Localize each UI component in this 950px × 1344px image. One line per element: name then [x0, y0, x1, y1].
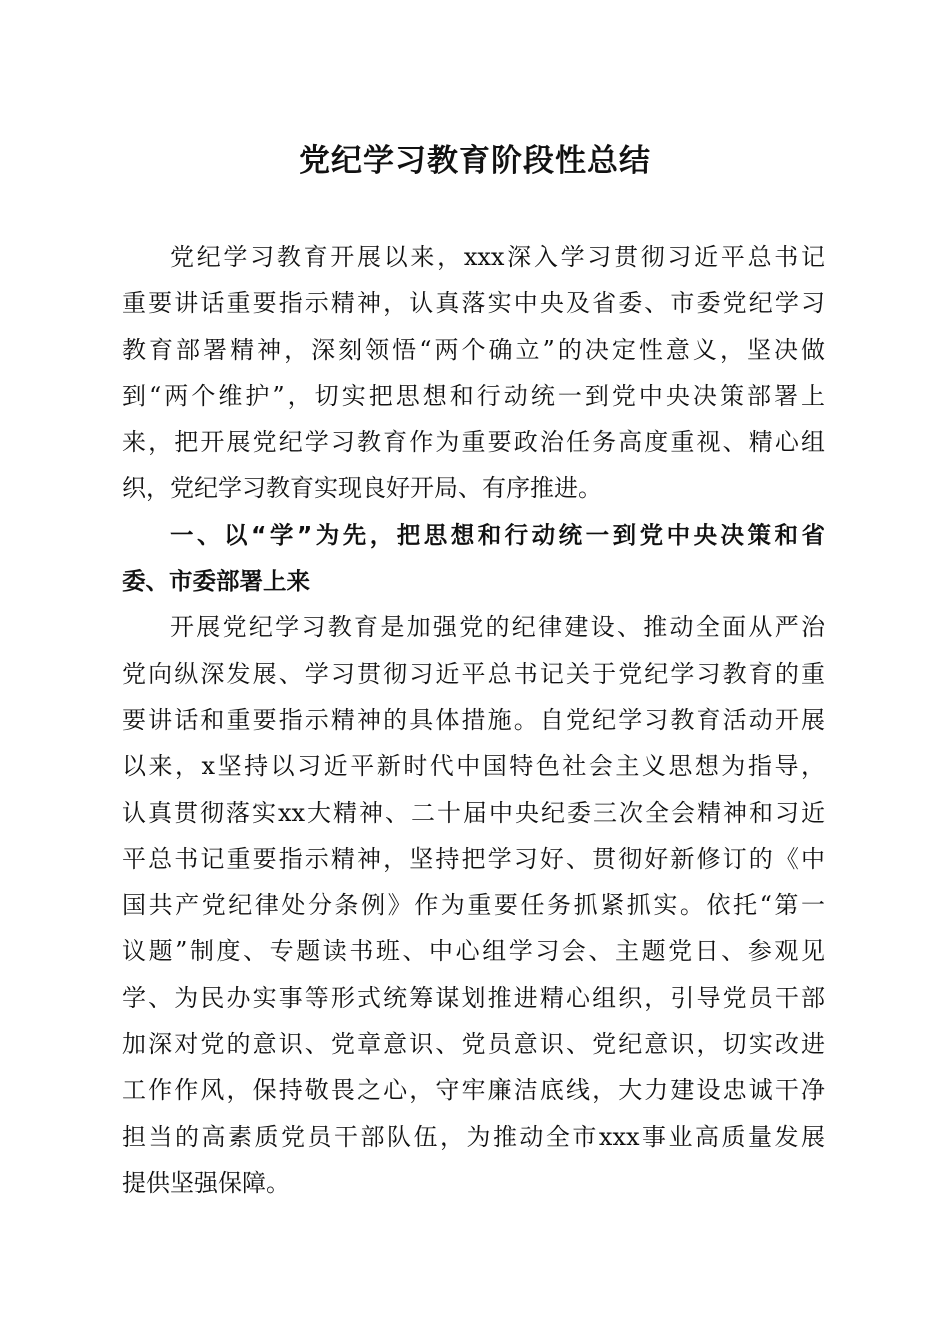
paragraph-line: 工作作风，保持敬畏之心，守牢廉洁底线，大力建设忠诚干净: [122, 1076, 825, 1105]
paragraph-line: 开展党纪学习教育是加强党的纪律建设、推动全面从严治: [170, 613, 825, 642]
heading-line: 一、以“学”为先，把思想和行动统一到党中央决策和省: [170, 520, 825, 549]
paragraph-line: 国共产党纪律处分条例》作为重要任务抓紧抓实。依托“第一: [122, 891, 825, 920]
paragraph-line: 要讲话和重要指示精神的具体措施。自党纪学习教育活动开展: [122, 705, 825, 734]
paragraph-line: 加深对党的意识、党章意识、党员意识、党纪意识，切实改进: [122, 1030, 825, 1059]
paragraph-line: 担当的高素质党员干部队伍，为推动全市xxx事业高质量发展: [122, 1122, 825, 1151]
intro-paragraph: [122, 234, 825, 512]
paragraph-line: 到“两个维护”，切实把思想和行动统一到党中央决策部署上: [122, 381, 825, 410]
section-paragraph: [122, 604, 825, 1206]
paragraph-line: 来，把开展党纪学习教育作为重要政治任务高度重视、精心组: [122, 428, 825, 457]
document-title: 党纪学习教育阶段性总结: [299, 143, 651, 179]
document-body: [122, 234, 825, 1206]
paragraph-line: 认真贯彻落实xx大精神、二十届中央纪委三次全会精神和习近: [122, 798, 825, 827]
paragraph-line: 提供坚强保障。: [122, 1168, 290, 1197]
paragraph-line: 议题”制度、专题读书班、中心组学习会、主题党日、参观见: [122, 937, 825, 966]
paragraph-line: 重要讲话重要指示精神，认真落实中央及省委、市委党纪学习: [122, 289, 825, 318]
section-heading: [122, 512, 825, 605]
paragraph-line: 学、为民办实事等形式统筹谋划推进精心组织，引导党员干部: [122, 983, 825, 1012]
paragraph-line: 平总书记重要指示精神，坚持把学习好、贯彻好新修订的《中: [122, 844, 825, 873]
paragraph-line: 织，党纪学习教育实现良好开局、有序推进。: [122, 474, 602, 503]
paragraph-line: 党纪学习教育开展以来，xxx深入学习贯彻习近平总书记: [170, 243, 825, 271]
paragraph-line: 党向纵深发展、学习贯彻习近平总书记关于党纪学习教育的重: [122, 659, 825, 688]
paragraph-line: 教育部署精神，深刻领悟“两个确立”的决定性意义，坚决做: [122, 335, 825, 364]
paragraph-line: 以来，x坚持以习近平新时代中国特色社会主义思想为指导，: [122, 752, 825, 781]
heading-line: 委、市委部署上来: [122, 567, 310, 596]
